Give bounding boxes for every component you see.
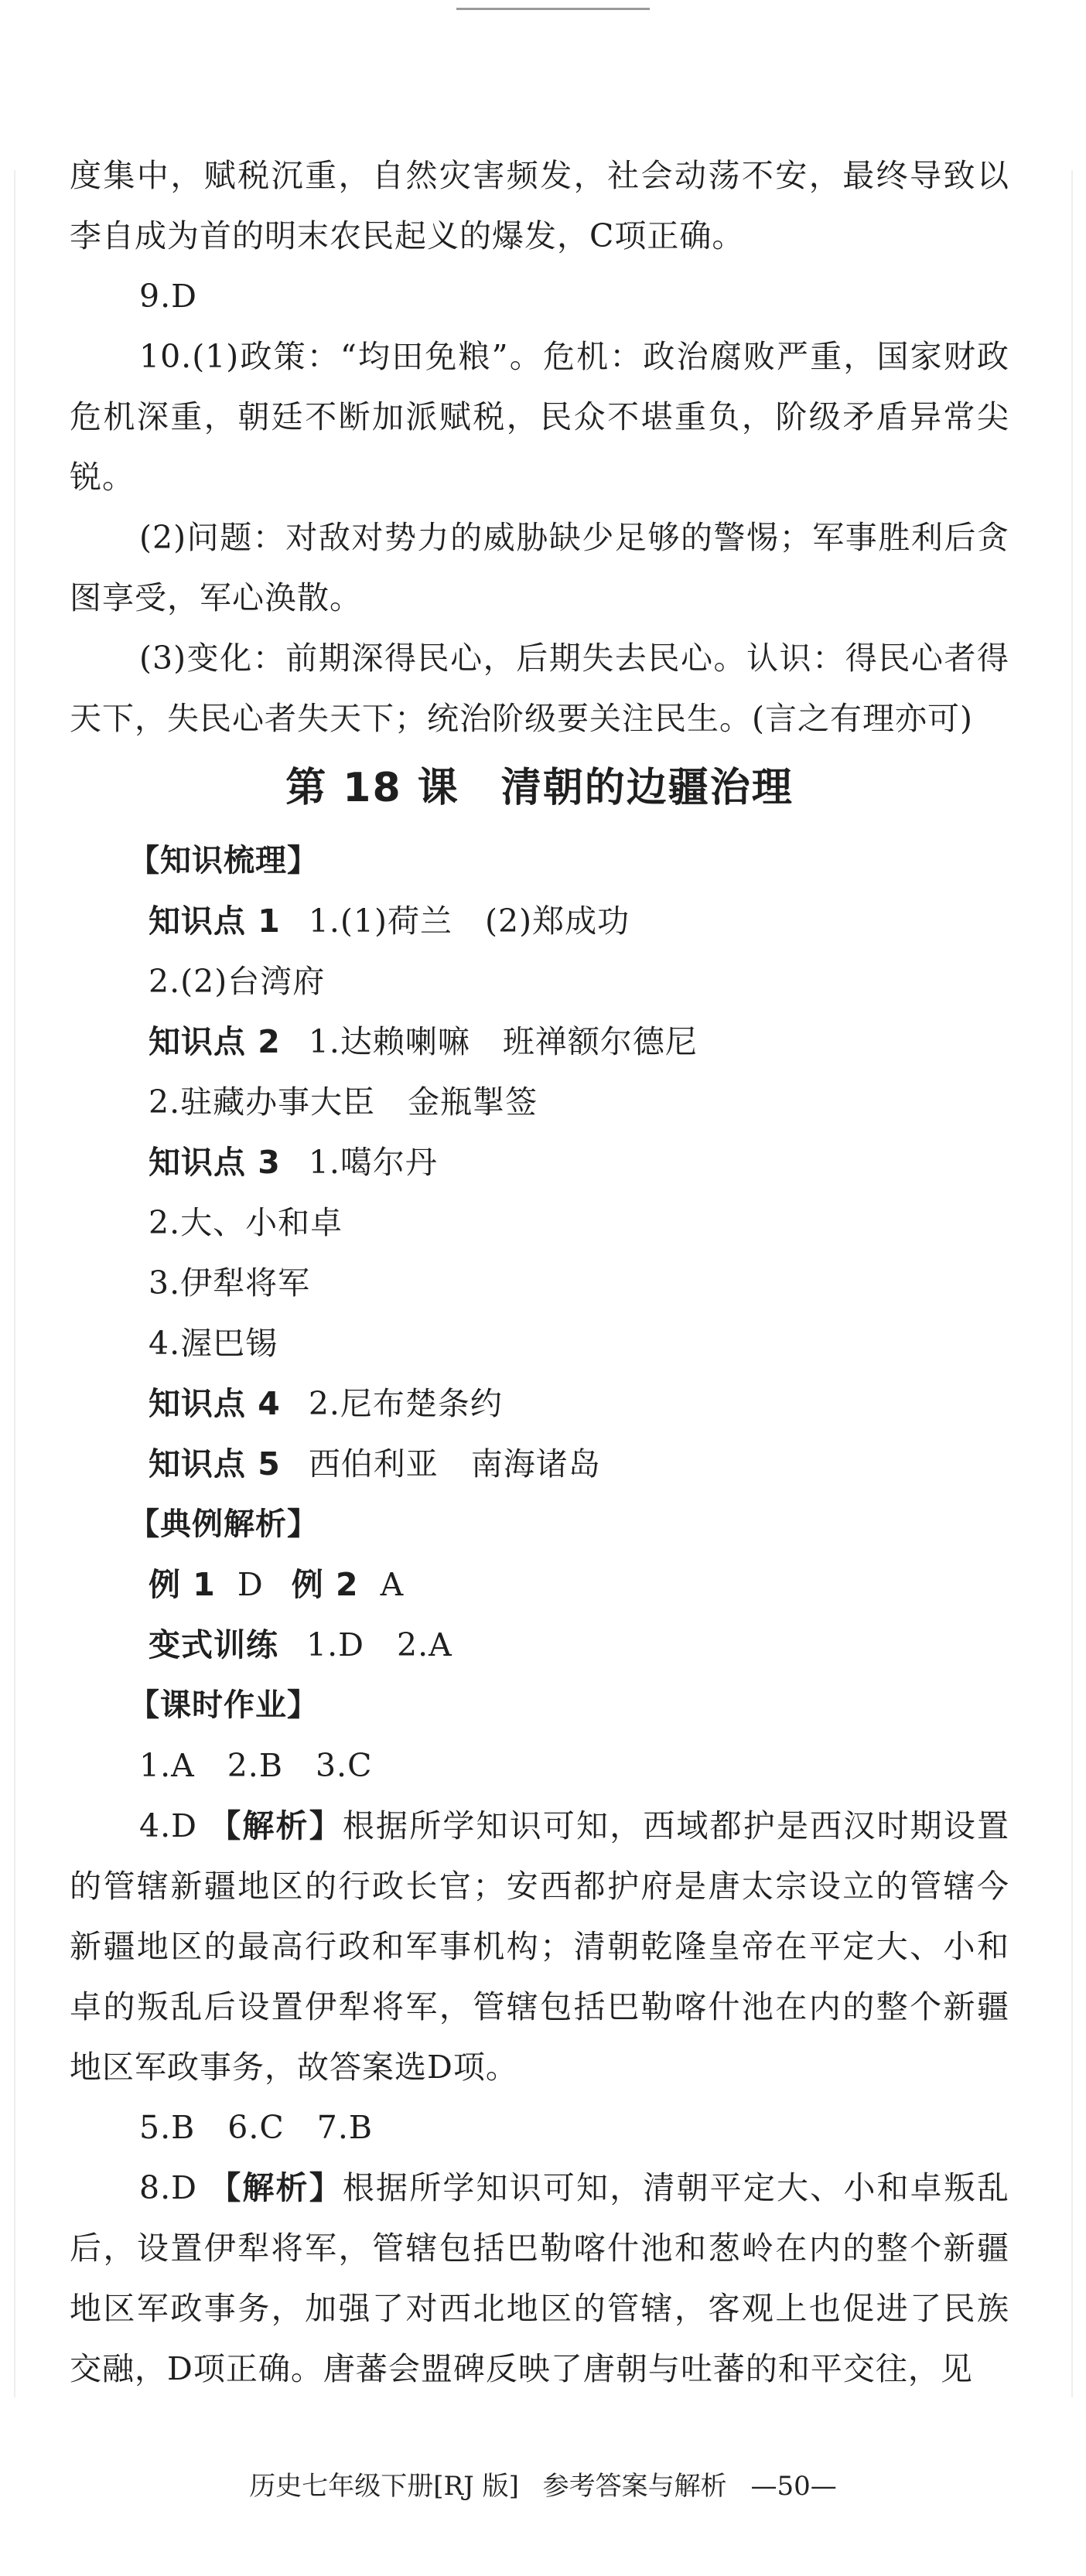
knowledge-point-label: 知识点 2 <box>149 1023 281 1060</box>
knowledge-point-3-item-3: 3.伊犁将军 <box>149 1264 311 1302</box>
knowledge-point-3-item-4: 4.渥巴锡 <box>149 1325 278 1362</box>
answer-q10-part2: (2)问题：对敌对势力的威胁缺少足够的警惕；军事胜利后贪图享受，军心涣散。 <box>70 519 1009 616</box>
knowledge-point-label: 知识点 1 <box>149 902 281 940</box>
lesson-title: 第 18 课 清朝的边疆治理 <box>285 765 794 811</box>
example-2-answer: A <box>380 1566 405 1603</box>
left-edge-line <box>14 170 15 2397</box>
knowledge-point-text: 2.尼布楚条约 <box>308 1385 503 1422</box>
top-rule <box>456 8 650 10</box>
section-homework-heading: 【课时作业】 <box>128 1687 319 1723</box>
answer-q10-part1: 10.(1)政策：“均田免粮”。危机：政治腐败严重，国家财政危机深重，朝廷不断加派赋税，民众不堪重负，阶级矛盾异常尖锐。 <box>70 338 1009 496</box>
example-answers <box>70 1554 1009 1615</box>
homework-answers-5-7: 5.B 6.C 7.B <box>139 2109 373 2146</box>
knowledge-point-text: 1.(1)荷兰 (2)郑成功 <box>308 902 630 940</box>
knowledge-point-3-item-2: 2.大、小和卓 <box>149 1204 343 1241</box>
answer-content <box>70 145 1009 2399</box>
answer-q9: 9.D <box>139 278 197 315</box>
page-number: —50— <box>750 2471 837 2502</box>
knowledge-point-label: 知识点 3 <box>149 1144 281 1181</box>
answer-q10-part3: (3)变化：前期深得民心，后期失去民心。认识：得民心者得天下，失民心者失天下；统治阶级要关注民生。(言之有理亦可) <box>70 640 1009 737</box>
knowledge-point-text: 1.达赖喇嘛 班禅额尔德尼 <box>308 1023 698 1060</box>
variant-training-answers: 1.D 2.A <box>306 1626 452 1663</box>
answer-q4 <box>70 1796 1009 2097</box>
example-1-label: 例 1 <box>149 1566 216 1603</box>
analysis-text: 根据所学知识可知，西域都护是西汉时期设置的管辖新疆地区的行政长官；安西都护府是唐太宗设立的管辖今新疆地区的最高行政和军事机构；清朝乾隆皇帝在平定大、小和卓的叛乱后设置伊犁将军，管辖包括巴勒喀什池在内的整个新疆地区军政事务，故答案选D项。 <box>70 1807 1010 2086</box>
example-2-label: 例 2 <box>291 1566 359 1603</box>
example-1-answer: D <box>237 1566 264 1603</box>
knowledge-point-1-item-2: 2.(2)台湾府 <box>149 963 326 1000</box>
knowledge-point-5 <box>70 1434 1009 1494</box>
analysis-label: 【解析】 <box>209 2169 343 2206</box>
knowledge-point-label: 知识点 4 <box>149 1385 281 1422</box>
knowledge-point-4 <box>70 1373 1009 1434</box>
knowledge-point-2-item-2: 2.驻藏办事大臣 金瓶掣签 <box>149 1083 538 1121</box>
knowledge-point-text: 1.噶尔丹 <box>308 1144 438 1181</box>
analysis-label: 【解析】 <box>209 1807 343 1844</box>
knowledge-point-text: 西伯利亚 南海诸岛 <box>308 1445 601 1482</box>
variant-training-label: 变式训练 <box>149 1626 278 1663</box>
right-edge-line <box>1071 170 1073 2397</box>
knowledge-point-3 <box>70 1132 1009 1192</box>
page-footer <box>0 2467 1086 2506</box>
knowledge-point-1 <box>70 891 1009 951</box>
variant-training <box>70 1615 1009 1675</box>
paragraph-continuation: 度集中，赋税沉重，自然灾害频发，社会动荡不安，最终导致以李自成为首的明末农民起义的爆发，C项正确。 <box>70 157 1009 254</box>
question-number: 8.D <box>139 2169 197 2206</box>
knowledge-point-2 <box>70 1012 1009 1072</box>
section-examples-heading: 【典例解析】 <box>128 1506 319 1542</box>
answer-q8 <box>70 2158 1009 2399</box>
section-knowledge-heading: 【知识梳理】 <box>128 843 319 879</box>
knowledge-point-label: 知识点 5 <box>149 1445 281 1482</box>
analysis-text: 根据所学知识可知，清朝平定大、小和卓叛乱后，设置伊犁将军，管辖包括巴勒喀什池和葱岭在内的整个新疆地区军政事务，加强了对西北地区的管辖，客观上也促进了民族交融，D项正确。唐蕃会盟碑反映了唐朝与吐蕃的和平交往，见 <box>70 2169 1010 2387</box>
homework-answers-1-3: 1.A 2.B 3.C <box>139 1747 373 1784</box>
footer-book-title: 历史七年级下册[RJ 版] <box>249 2471 519 2502</box>
question-number: 4.D <box>139 1807 197 1844</box>
footer-section-title: 参考答案与解析 <box>542 2471 727 2502</box>
